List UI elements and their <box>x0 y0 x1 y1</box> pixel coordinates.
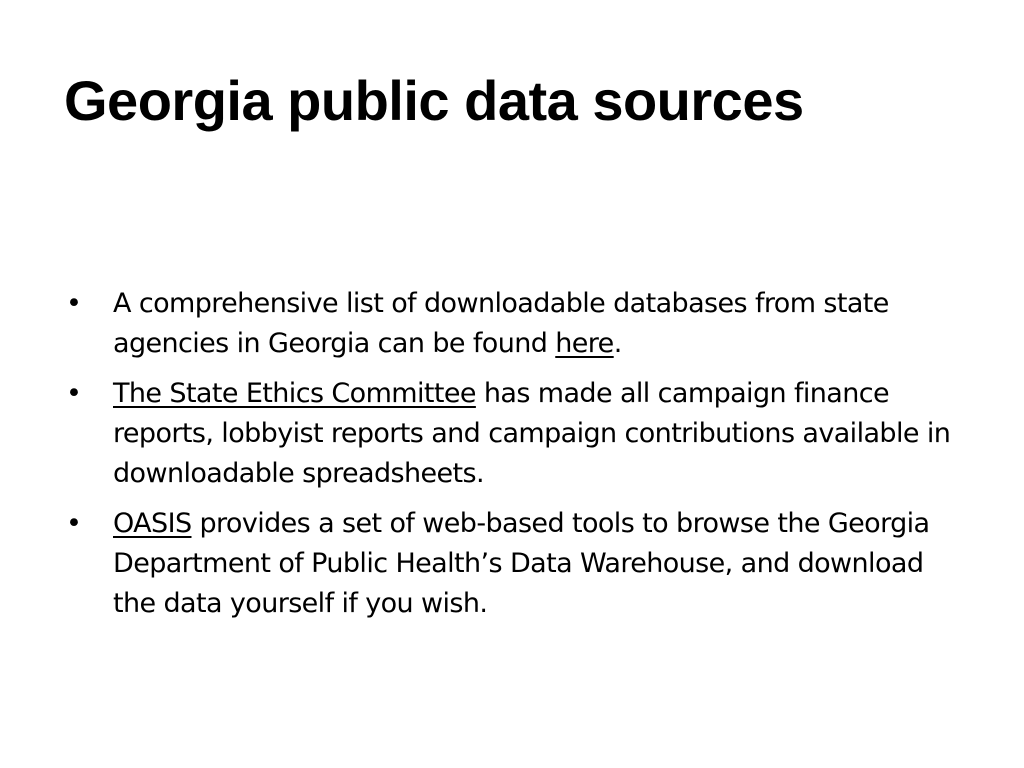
slide-title: Georgia public data sources <box>64 69 804 132</box>
state-ethics-committee-link[interactable]: The State Ethics Committee <box>113 378 476 409</box>
bullet-text-end: . <box>613 328 622 359</box>
bullet-marker: • <box>66 288 82 319</box>
bullet-marker: • <box>66 508 82 539</box>
oasis-link[interactable]: OASIS <box>113 508 192 539</box>
bullet-item-ethics-committee <box>66 374 966 494</box>
bullet-item-oasis <box>66 504 966 624</box>
bullet-list <box>66 284 966 634</box>
bullet-text: provides a set of web-based tools to browse the Georgia Department of Public Health’s Data Warehouse, and download the data yourself if you wish. <box>113 508 930 619</box>
bullet-text: A comprehensive list of downloadable databases from state agencies in Georgia can be found <box>113 288 889 359</box>
here-link[interactable]: here <box>555 328 614 359</box>
bullet-marker: • <box>66 378 82 409</box>
bullet-item-database-list <box>66 284 966 364</box>
bullet-text: has made all campaign finance reports, lobbyist reports and campaign contributions available in downloadable spreadsheets. <box>113 378 951 489</box>
